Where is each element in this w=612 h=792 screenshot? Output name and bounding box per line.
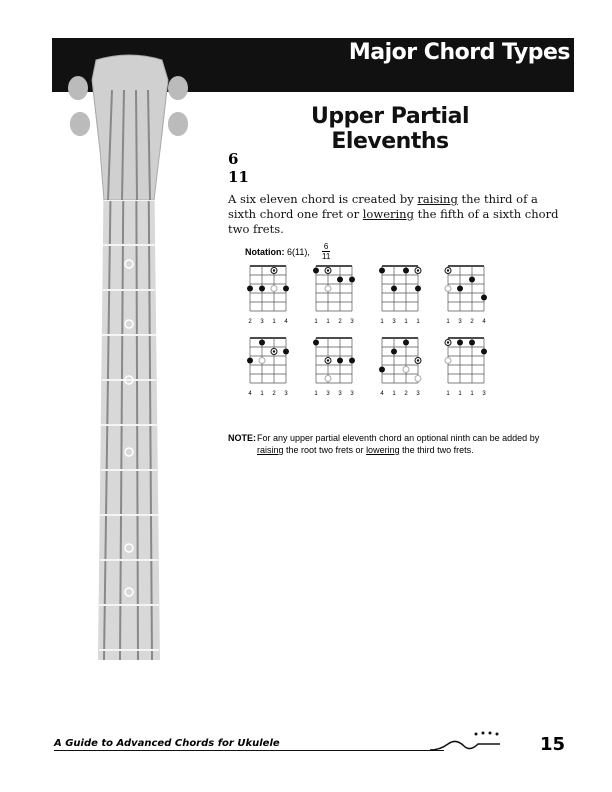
note-text: For any upper partial eleventh chord an optional ninth can be added by raising the root two frets or lowering the third two frets. — [257, 433, 540, 455]
finger-number: 1 — [260, 391, 264, 397]
finger-dot — [349, 277, 355, 283]
finger-number: 3 — [284, 391, 288, 397]
finger-number: 4 — [482, 319, 486, 325]
finger-dot — [403, 340, 409, 346]
finger-number: 1 — [392, 391, 396, 397]
chord-diagram — [247, 338, 289, 397]
notation: Notation: 6(11), — [245, 247, 310, 257]
finger-dot — [469, 277, 475, 283]
finger-number: 1 — [446, 391, 450, 397]
finger-number: 3 — [338, 391, 342, 397]
chord-symbol-bottom: 11 — [228, 168, 249, 186]
finger-dot — [469, 340, 475, 346]
footer-book-title: A Guide to Advanced Chords for Ukulele — [54, 738, 280, 749]
finger-dot — [415, 376, 421, 382]
finger-dot — [445, 358, 451, 364]
chord-diagram — [379, 338, 421, 397]
finger-number: 3 — [326, 391, 330, 397]
chord-diagram — [445, 338, 487, 397]
finger-dot — [259, 358, 265, 364]
finger-number: 1 — [272, 319, 276, 325]
finger-number: 2 — [404, 391, 408, 397]
finger-dot — [259, 286, 265, 292]
finger-number: 1 — [326, 319, 330, 325]
chord-diagram — [247, 266, 289, 325]
finger-dot — [445, 286, 451, 292]
chord-diagram — [313, 338, 355, 397]
chord-diagram-grid — [244, 262, 504, 412]
finger-dot — [457, 286, 463, 292]
finger-dot — [247, 286, 253, 292]
finger-number: 3 — [350, 319, 354, 325]
finger-dot — [247, 358, 253, 364]
finger-number: 1 — [314, 391, 318, 397]
finger-dot — [283, 286, 289, 292]
chord-diagram — [313, 266, 355, 325]
finger-number: 3 — [458, 319, 462, 325]
chord-symbol-top: 6 — [228, 150, 239, 168]
finger-number: 3 — [416, 391, 420, 397]
finger-number: 3 — [482, 391, 486, 397]
ukulele-footer-icon — [430, 728, 510, 758]
finger-dot — [325, 376, 331, 382]
finger-number: 1 — [404, 319, 408, 325]
finger-number: 2 — [338, 319, 342, 325]
finger-number: 1 — [446, 319, 450, 325]
page-title: Upper Partial Elevenths — [311, 104, 469, 154]
chord-diagram — [379, 266, 421, 325]
finger-dot — [391, 349, 397, 355]
finger-number: 1 — [416, 319, 420, 325]
finger-number: 2 — [248, 319, 252, 325]
footer-rule — [54, 750, 444, 751]
finger-dot — [403, 367, 409, 373]
finger-dot — [391, 286, 397, 292]
finger-dot — [349, 358, 355, 364]
finger-dot — [337, 277, 343, 283]
finger-dot — [313, 268, 319, 274]
finger-dot — [325, 286, 331, 292]
finger-number: 1 — [458, 391, 462, 397]
note-label: NOTE: — [228, 433, 256, 443]
finger-dot — [403, 268, 409, 274]
chord-diagram — [445, 266, 487, 325]
description: A six eleven chord is created by raising the third of a sixth chord one fret or lowering the fifth of a sixth chord two frets. — [228, 192, 559, 236]
finger-number: 1 — [314, 319, 318, 325]
finger-dot — [457, 340, 463, 346]
finger-dot — [283, 349, 289, 355]
notation-fraction: $\frac{6}{11}$ — [322, 242, 331, 261]
finger-dot — [379, 268, 385, 274]
headstock-illustration — [0, 0, 200, 200]
finger-dot — [415, 286, 421, 292]
finger-number: 3 — [350, 391, 354, 397]
finger-number: 2 — [272, 391, 276, 397]
finger-dot — [271, 286, 277, 292]
finger-dot — [259, 340, 265, 346]
finger-dot — [481, 295, 487, 301]
finger-number: 1 — [380, 319, 384, 325]
section-title: Major Chord Types — [348, 40, 570, 65]
page-number: 15 — [540, 734, 566, 755]
finger-number: 3 — [392, 319, 396, 325]
finger-dot — [337, 358, 343, 364]
finger-number: 4 — [248, 391, 252, 397]
finger-number: 2 — [470, 319, 474, 325]
finger-number: 4 — [284, 319, 288, 325]
finger-dot — [379, 367, 385, 373]
finger-number: 4 — [380, 391, 384, 397]
finger-number: 1 — [470, 391, 474, 397]
finger-dot — [481, 349, 487, 355]
finger-number: 3 — [260, 319, 264, 325]
finger-dot — [313, 340, 319, 346]
